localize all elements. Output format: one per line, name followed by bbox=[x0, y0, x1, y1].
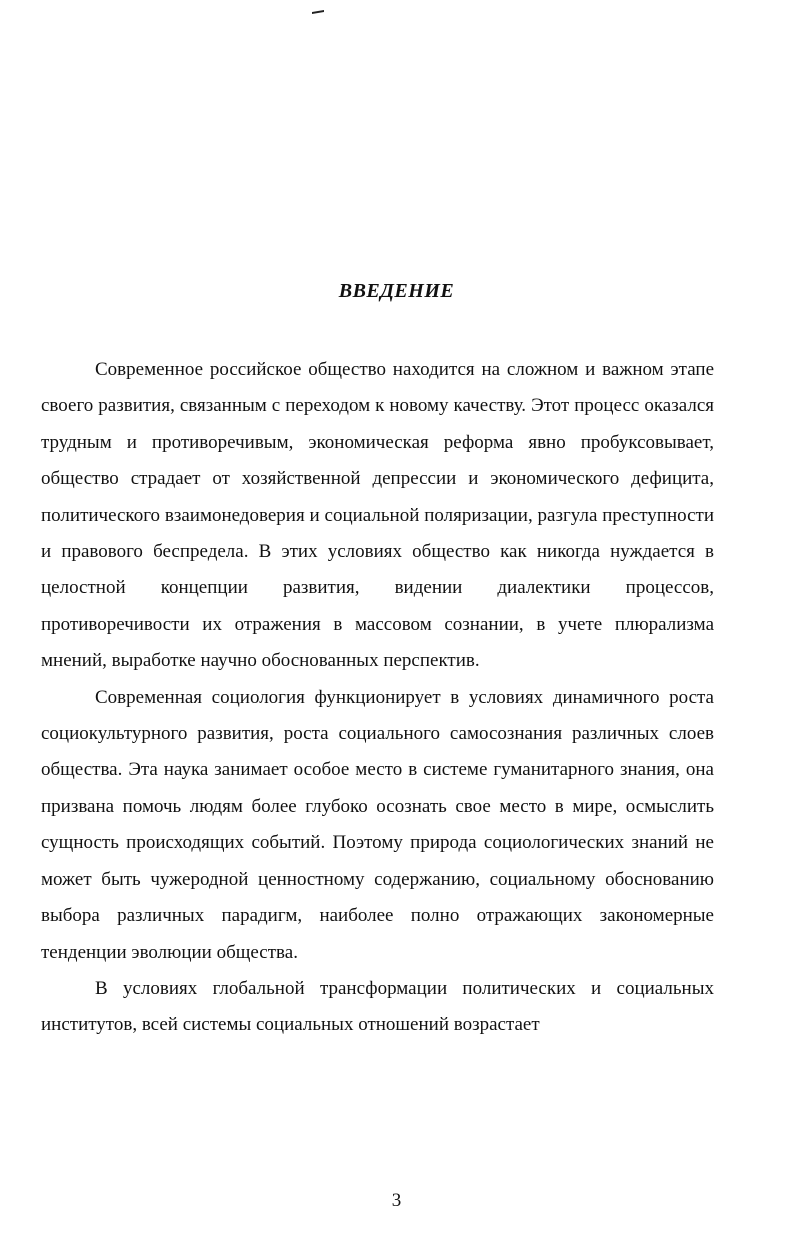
page-title: ВВЕДЕНИЕ bbox=[338, 280, 455, 302]
scan-mark bbox=[312, 10, 324, 14]
body-text bbox=[41, 352, 714, 1044]
page-number: 3 bbox=[391, 1190, 402, 1211]
paragraph-2: Современная социология функционирует в условиях динамичного роста социокультурного развития, роста социального самосознания различных слоев общества. Эта наука занимает особое место в системе гуманитарного знания, она призвана помочь людям более глубоко осознать свое место в мире, осмыслить сущность происходящих событий. Поэтому природа социологических знаний не может быть чужеродной ценностному содержанию, социальному обоснованию выбора различных парадигм, наиболее полно отражающих закономерные тенденции эволюции общества. bbox=[41, 686, 714, 963]
paragraph-3: В условиях глобальной трансформации политических и социальных институтов, всей системы социальных отношений возрастает bbox=[41, 977, 714, 1036]
paragraph-1: Современное российское общество находится на сложном и важном этапе своего развития, связанным с переходом к новому качеству. Этот процесс оказался трудным и противоречивым, экономическая реформа явно пробуксовывает, общество страдает от хозяйственной депрессии и экономического дефицита, политического взаимонедоверия и социальной поляризации, разгула преступности и правового беспредела. В этих условиях общество как никогда нуждается в целостной концепции развития, видении диалектики процессов, противоречивости их отражения в массовом сознании, в учете плюрализма мнений, выработке научно обоснованных перспектив. bbox=[41, 359, 714, 672]
